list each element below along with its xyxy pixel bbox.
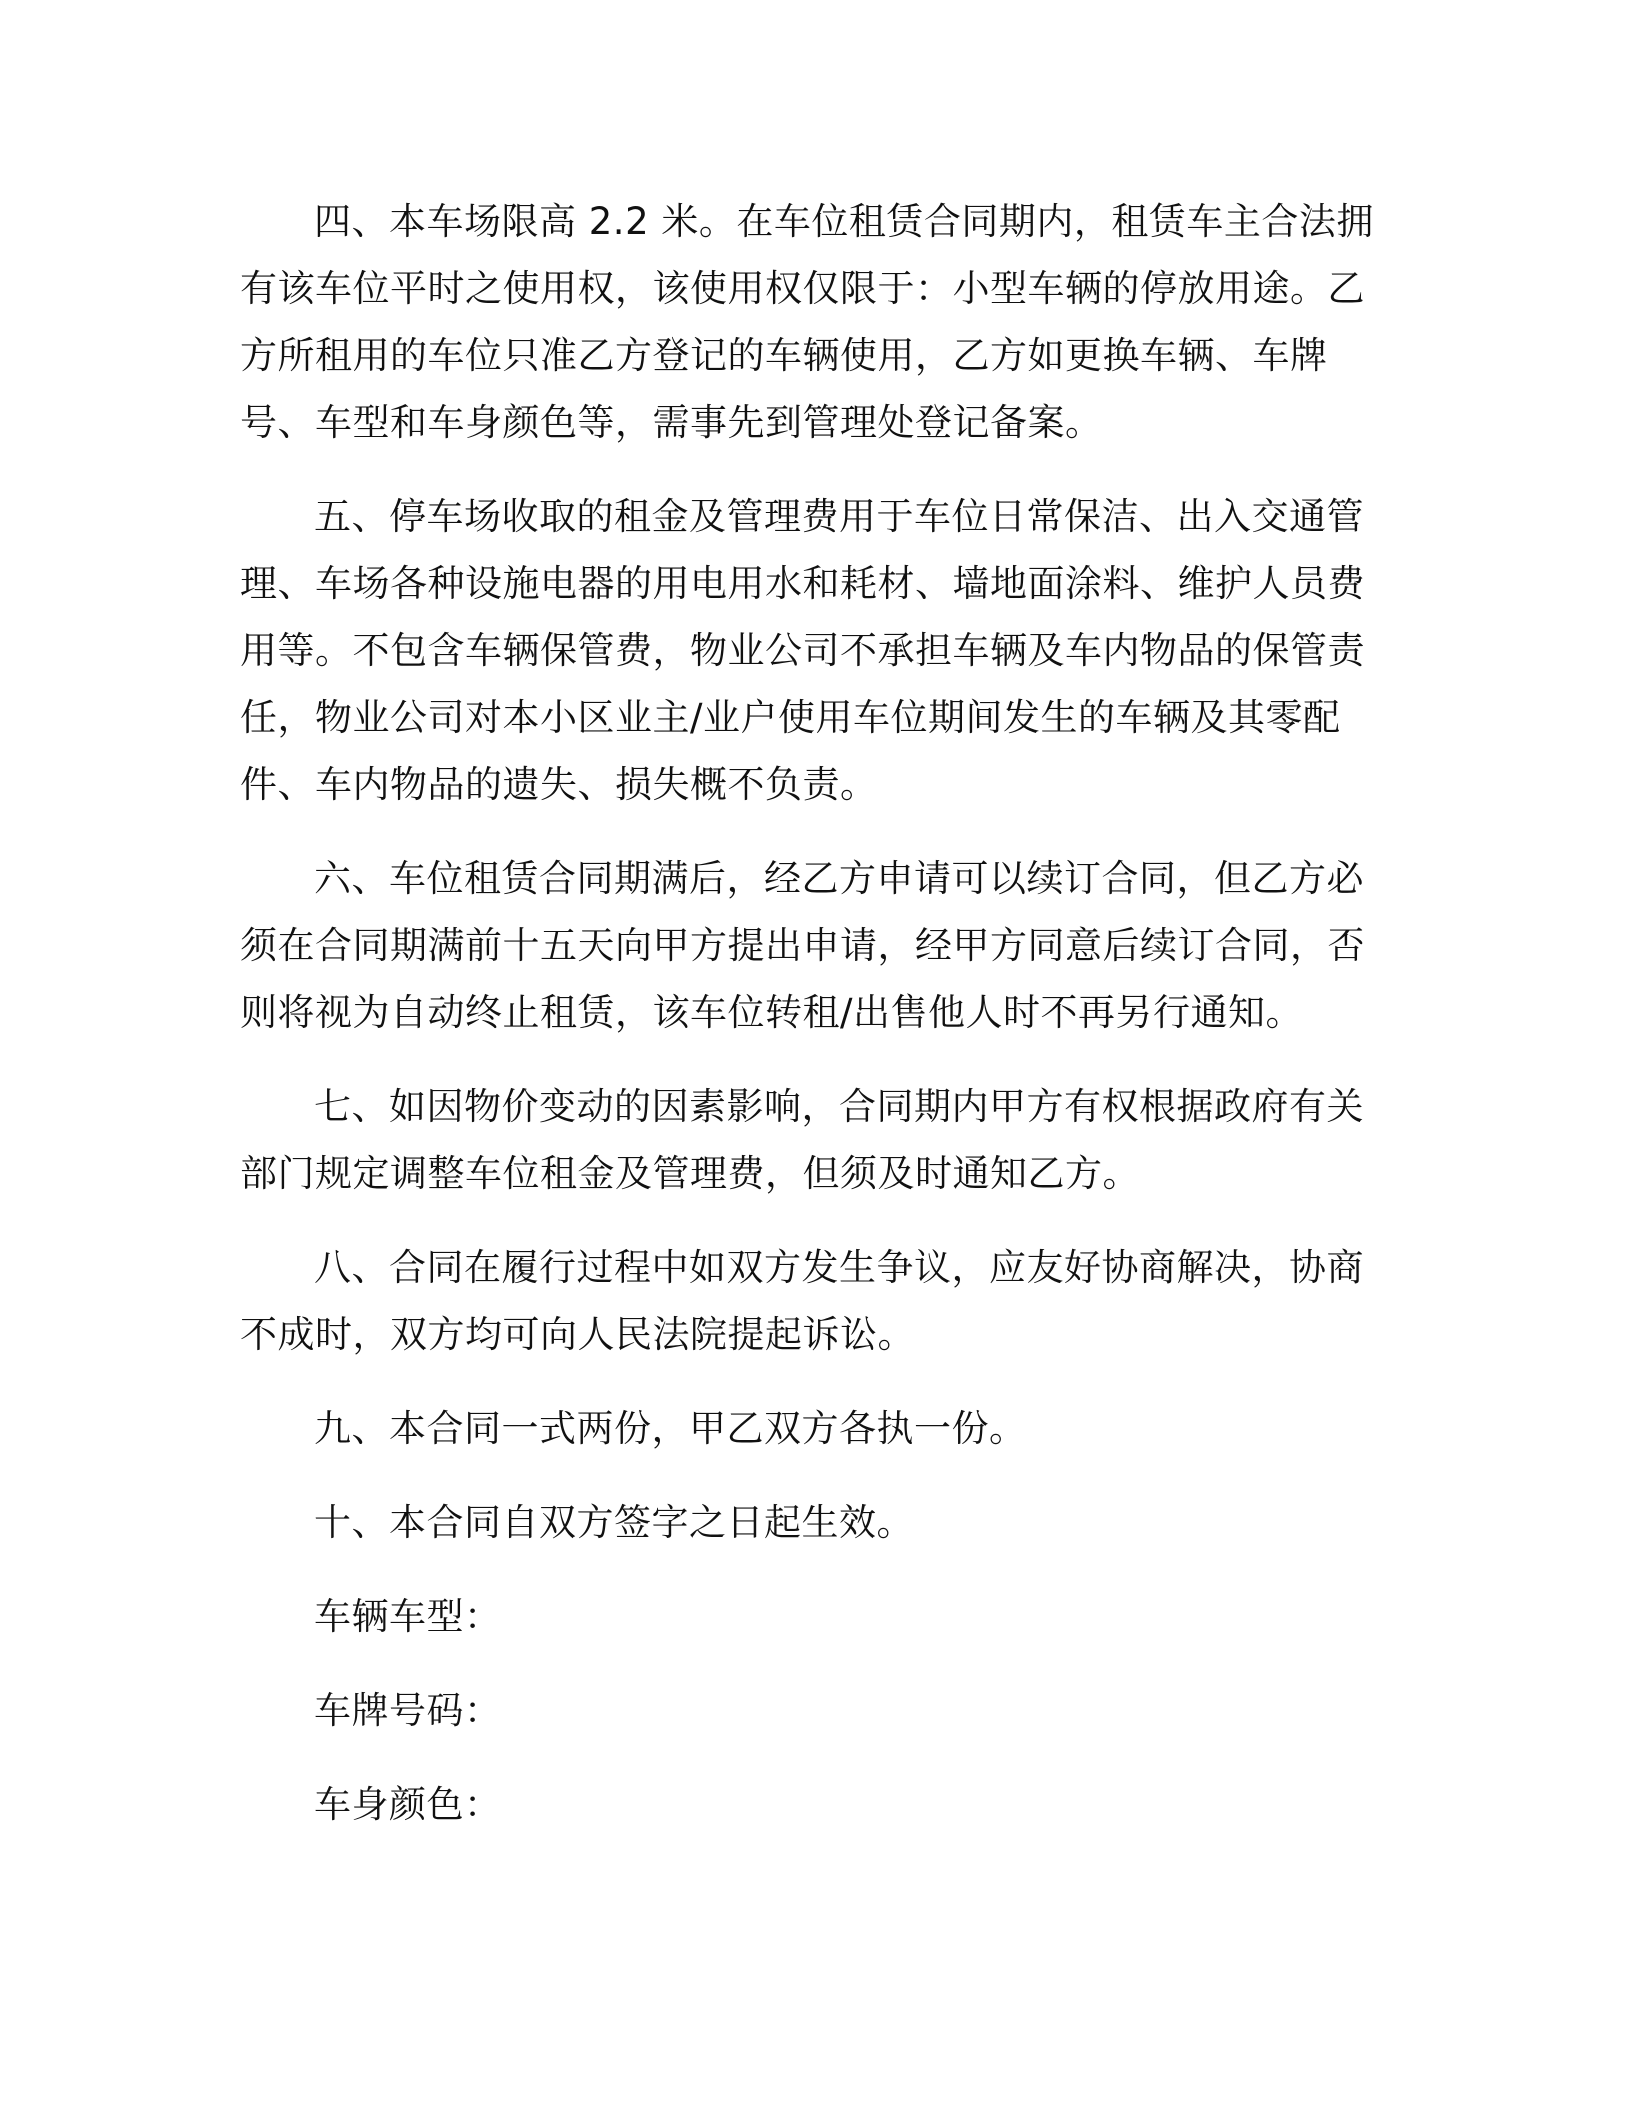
vehicle-model-field: 车辆车型：: [314, 1595, 502, 1638]
clause-5: 五、停车场收取的租金及管理费用于车位日常保洁、出入交通管理、车场各种设施电器的用电用水和耗材、墙地面涂料、维护人员费用等。不包含车辆保管费，物业公司不承担车辆及车内物品的保管责任，物业公司对本小区业主/业户使用车位期间发生的车辆及其零配件、车内物品的遗失、损失概不负责。: [240, 495, 1365, 806]
body-color-field: 车身颜色：: [314, 1783, 502, 1826]
plate-number-field: 车牌号码：: [314, 1689, 502, 1732]
clause-9: 九、本合同一式两份，甲乙双方各执一份。: [314, 1407, 1027, 1450]
clause-6: 六、车位租赁合同期满后，经乙方申请可以续订合同，但乙方必须在合同期满前十五天向甲方提出申请，经甲方同意后续订合同，否则将视为自动终止租赁，该车位转租/出售他人时不再另行通知。: [240, 857, 1365, 1034]
clause-7: 七、如因物价变动的因素影响，合同期内甲方有权根据政府有关部门规定调整车位租金及管理费，但须及时通知乙方。: [240, 1085, 1364, 1195]
clause-4: 四、本车场限高 2.2 米。在车位租赁合同期内，租赁车主合法拥有该车位平时之使用权，该使用权仅限于：小型车辆的停放用途。乙方所租用的车位只准乙方登记的车辆使用，乙方如更换车辆、车牌号、车型和车身颜色等，需事先到管理处登记备案。: [240, 200, 1374, 444]
clause-8: 八、合同在履行过程中如双方发生争议，应友好协商解决，协商不成时，双方均可向人民法院提起诉讼。: [240, 1246, 1364, 1356]
clause-10: 十、本合同自双方签字之日起生效。: [314, 1501, 914, 1544]
contract-body: [240, 188, 1395, 1838]
